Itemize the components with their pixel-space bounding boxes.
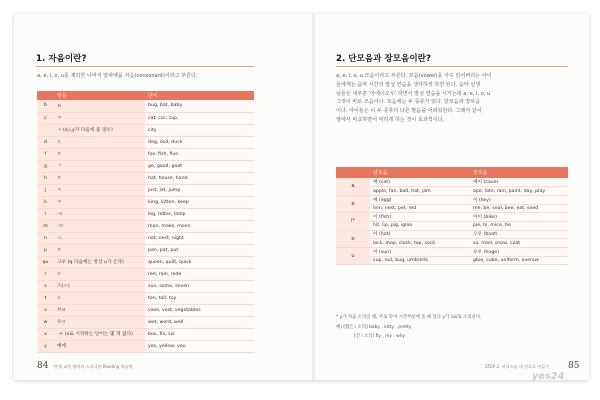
table-row	[37, 124, 254, 136]
long-vowel-cell: 에이 (cave)	[470, 178, 568, 187]
yes24-watermark: yes24	[532, 371, 565, 382]
short-vowel-cell: 애 (cat)	[370, 178, 470, 187]
long-vowel-cell: ape, late, rain, paint, day, play	[470, 187, 568, 196]
consonant-letter: qu	[37, 256, 54, 268]
right-page-intro: a, e, i, o, u 모음이라고 부른다. 모음(vowel)을 자주 읽어버리는 아이 들에게는 음악 시간의 발성 연습을 생각하게 하면 된다. 음악 선생 님들은 대부분 '아에이오우' 라면서 발성 연습을 시키는데 a, e, i, o, u 그것이 바로 모음이다. 모음에는 두 종류가 있다. 단모음과 장모음 이다. 아이들은 이 두 종류의 다른 발음을 어려워한다. 그래서 같이 옆에서 비교하면서 익히게 하는 것이 효과적이다.	[336, 73, 492, 123]
consonant-letter: y	[37, 340, 54, 352]
consonant-letter: g	[37, 160, 54, 172]
table-row	[37, 208, 254, 220]
left-page	[14, 14, 312, 380]
header-vowel	[336, 167, 370, 178]
long-vowel-cell: 아이 (bike)	[470, 213, 568, 222]
long-vowel-cell: me, be, seal, bee, eat, seed	[470, 204, 568, 213]
table-row	[37, 256, 254, 268]
left-page-heading: 1. 자음이란?	[36, 54, 87, 64]
consonant-sound: -ㄴ	[54, 232, 145, 244]
table-row	[336, 195, 568, 204]
vowel-letter: o	[336, 230, 370, 247]
consonant-table	[37, 91, 254, 353]
table-row	[37, 244, 254, 256]
example-words: red, rain, rode	[145, 268, 254, 280]
table-row	[336, 239, 568, 248]
header-sound: 발음	[54, 91, 145, 100]
consonant-sound: ㅌ	[54, 292, 145, 304]
consonant-sound: 우ㅇ	[54, 316, 145, 328]
table-row	[37, 232, 254, 244]
consonant-letter: h	[37, 172, 54, 184]
heading-underline	[36, 66, 254, 67]
vowel-letter: u	[336, 248, 370, 265]
consonant-sound: 크우 (q 다음에는 항상 u가 온다)	[54, 256, 145, 268]
example-words: box, fix, six	[145, 328, 254, 340]
table-row	[37, 280, 254, 292]
vowel-table-body	[336, 178, 568, 265]
table-row	[37, 148, 254, 160]
table-row	[37, 340, 254, 352]
right-page-footer: STEP 2. 파닉스를 내 것으로 만들기	[485, 364, 550, 369]
table-row	[336, 248, 568, 257]
table-row	[37, 268, 254, 280]
example-words: vase, vest, vegetables	[145, 304, 254, 316]
book-spread	[14, 14, 589, 380]
header-long-vowel: 장모음	[470, 167, 568, 178]
short-vowel-cell: 어 (sun)	[370, 248, 470, 257]
vowel-table	[336, 167, 568, 265]
table-row	[37, 304, 254, 316]
right-page-number: 85	[568, 361, 580, 371]
consonant-table-header	[37, 91, 254, 100]
table-row	[336, 187, 568, 196]
left-page-number: 84	[37, 361, 49, 371]
consonant-letter: c	[37, 112, 54, 124]
short-vowel-cell: hen, nest, pet, red	[370, 204, 470, 213]
short-vowel-cell: lock, mop, clock, top, sock	[370, 239, 470, 248]
table-row	[336, 178, 568, 187]
example-words: king, kitten, keep	[145, 196, 254, 208]
consonant-letter: n	[37, 232, 54, 244]
example-words: bug, bat, baby	[145, 100, 254, 112]
consonant-sound: ㄱ	[54, 160, 145, 172]
table-row	[37, 196, 254, 208]
example-words: city	[145, 124, 254, 136]
consonant-sound: ㅍ	[54, 244, 145, 256]
example-words: pan, pat, put	[145, 244, 254, 256]
consonant-letter: s	[37, 280, 54, 292]
table-row	[37, 328, 254, 340]
right-page-heading: 2. 단모음과 장모음이란?	[336, 54, 431, 64]
consonant-letter: t	[37, 292, 54, 304]
consonant-letter: p	[37, 244, 54, 256]
table-row	[336, 204, 568, 213]
long-vowel-cell: 오우 (boat)	[470, 230, 568, 239]
consonant-sound: 스(ㅅ)	[54, 280, 145, 292]
consonant-sound: ㅎ	[54, 172, 145, 184]
vowel-letter: i*	[336, 213, 370, 230]
consonant-sound: ㅋ	[54, 196, 145, 208]
short-vowel-cell: 에 (egg)	[370, 195, 470, 204]
consonant-letter: r	[37, 268, 54, 280]
consonant-sound: 브ㅂ	[54, 304, 145, 316]
short-vowel-cell: 아 (hot)	[370, 230, 470, 239]
left-page-intro: a, e, i, o, u를 제외한 나머지 알파벳을 자음(consonant)이라고 부른다.	[37, 73, 198, 79]
long-vowel-cell: pie, hi, mice, tie	[470, 221, 568, 230]
example-words: fox, fish, five	[145, 148, 254, 160]
consonant-sound: ㅈ	[54, 184, 145, 196]
consonant-sound: -ㄹ	[54, 208, 145, 220]
header-words: 단어	[145, 91, 254, 100]
short-vowel-cell: 이 (fish)	[370, 213, 470, 222]
consonant-letter: m	[37, 220, 54, 232]
table-row	[37, 220, 254, 232]
consonant-letter: b	[37, 100, 54, 112]
example-words: wet, word, wall	[145, 316, 254, 328]
table-row	[37, 100, 254, 112]
example-words: sun, some, seven	[145, 280, 254, 292]
consonant-letter: d	[37, 136, 54, 148]
table-row	[37, 316, 254, 328]
table-row	[37, 184, 254, 196]
header-short-vowel: 단모음	[370, 167, 470, 178]
example-words: just, jet, jump	[145, 184, 254, 196]
consonant-letter: v	[37, 304, 54, 316]
consonant-letter	[37, 124, 54, 136]
consonant-sound: ㅍ	[54, 148, 145, 160]
short-vowel-cell: cup, nut, bug, umbrella	[370, 256, 470, 265]
example-words: dog, doll, duck	[145, 136, 254, 148]
table-row	[336, 230, 568, 239]
long-vowel-cell: glue, cube, uniform, avenue	[470, 256, 568, 265]
consonant-sound: ㅂ	[54, 100, 145, 112]
heading-underline	[336, 66, 568, 67]
long-vowel-cell: 유우 (huge)	[470, 248, 568, 257]
vowel-letter: a	[336, 178, 370, 195]
table-row	[336, 256, 568, 265]
example-words: hat, house, hand	[145, 172, 254, 184]
consonant-letter: f	[37, 148, 54, 160]
right-page	[315, 14, 589, 380]
example-words: yes, yellow, you	[145, 340, 254, 352]
vowel-letter: e	[336, 195, 370, 212]
short-vowel-cell: apple, fan, bad, hat, jam	[370, 187, 470, 196]
table-row	[37, 292, 254, 304]
vowel-notes	[336, 313, 481, 342]
consonant-sound: -ㅆ (x로 시작하는 단어는 몇 개 없다)	[54, 328, 145, 340]
table-row	[336, 221, 568, 230]
consonant-sound: -ㅁ	[54, 220, 145, 232]
consonant-letter: j	[37, 184, 54, 196]
table-row	[37, 172, 254, 184]
table-row	[37, 112, 254, 124]
example-words: not, nest, night	[145, 232, 254, 244]
example-words: man, make, moon	[145, 220, 254, 232]
consonant-letter: l	[37, 208, 54, 220]
example-words: ten, tall, toy	[145, 292, 254, 304]
table-row	[37, 136, 254, 148]
note-example-1: 예) [짧은 i 소리] baby , kitty , pretty	[336, 324, 412, 330]
consonant-letter: x	[37, 328, 54, 340]
note-text: * y가 자음 소리일 때, 주로 단어 시작부분에 올 때 있다 y가 /ai/로 소리난다.	[336, 315, 482, 320]
consonant-sound: ㄷ	[54, 136, 145, 148]
long-vowel-cell: 이 (key)	[470, 195, 568, 204]
vowel-table-header	[336, 167, 568, 178]
header-letter	[37, 91, 54, 100]
consonant-sound: ㄹ	[54, 268, 145, 280]
consonant-sound: 예에	[54, 340, 145, 352]
consonant-letter: w	[37, 316, 54, 328]
table-row	[336, 213, 568, 222]
example-words: queen, quilt, quick	[145, 256, 254, 268]
example-words: go, good, goat	[145, 160, 254, 172]
long-vowel-cell: so, road, snow, coat	[470, 239, 568, 248]
consonant-letter: k	[37, 196, 54, 208]
table-row	[37, 160, 254, 172]
note-example-2: [긴 i 소리] fly , my , why	[354, 334, 406, 340]
left-page-footer: 단계 교한 영어의 스피디한 Reading 학습법	[54, 364, 133, 369]
consonant-table-body	[37, 100, 254, 352]
consonant-sound: ㅅ (e,i,y가 다음에 올 경우)	[54, 124, 145, 136]
example-words: cat, car, cup,	[145, 112, 254, 124]
short-vowel-cell: hit, lip, pig, igloo	[370, 221, 470, 230]
example-words: leg, letter, lamp	[145, 208, 254, 220]
consonant-sound: ㅋ	[54, 112, 145, 124]
